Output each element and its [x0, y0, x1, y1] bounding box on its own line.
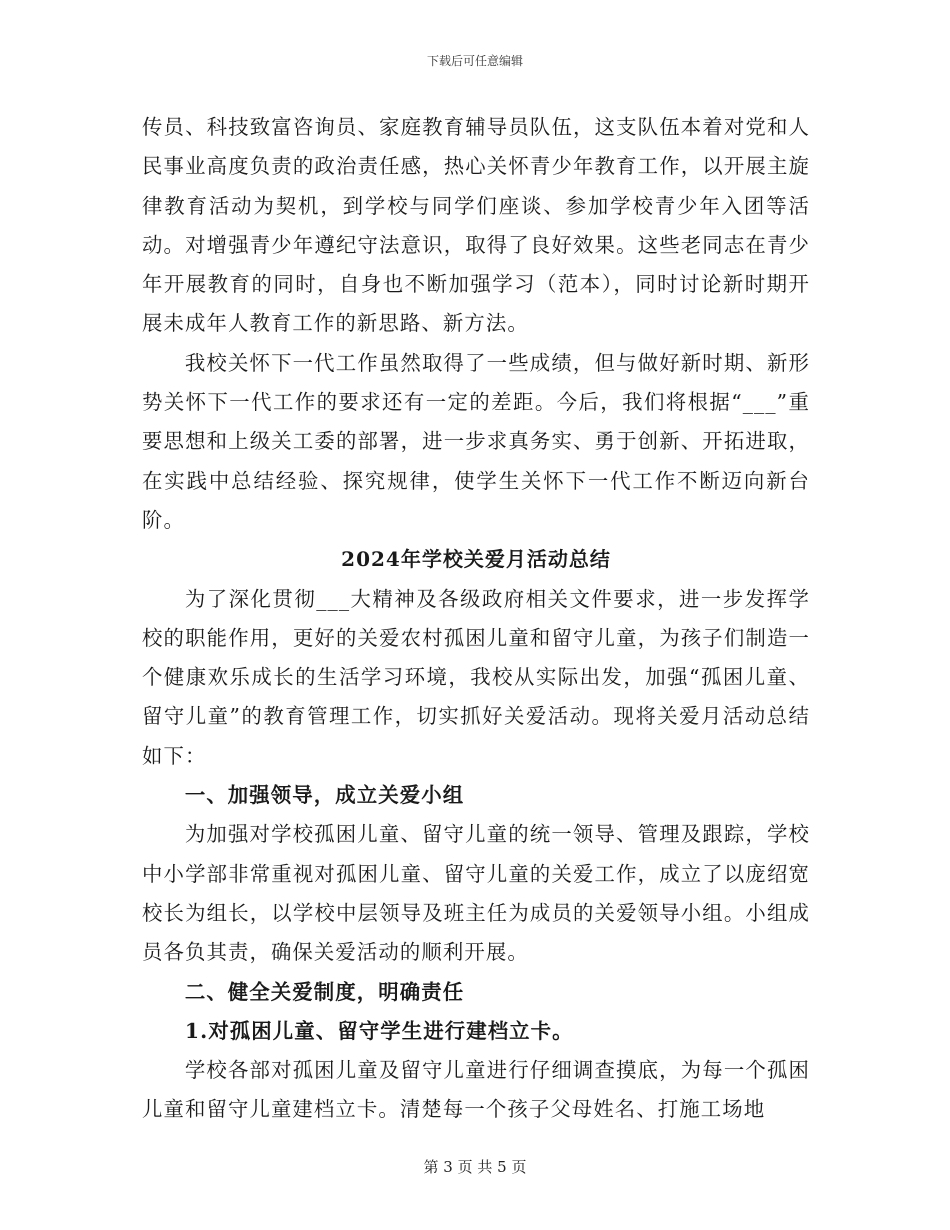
section-heading-1: 一、加强领导，成立关爱小组 — [184, 783, 465, 808]
subsection-heading-1: 1.对孤困儿童、留守学生进行建档立卡。 — [184, 1018, 574, 1043]
paragraph-intro: 为了深化贯彻___大精神及各级政府相关文件要求，进一步发挥学校的职能作用，更好的关爱农村孤困儿童和留守儿童，为孩子们制造一个健康欢乐成长的生活学习环境，我校从实际出发，加强“孤困儿童、留守儿童”的教育管理工作，切实抓好关爱活动。现将关爱月活动总结如下： — [142, 586, 810, 768]
paragraph-subsection-1: 学校各部对孤困儿童及留守儿童进行仔细调查摸底，为每一个孤困儿童和留守儿童建档立卡。清楚每一个孩子父母姓名、打施工场地 — [142, 1058, 810, 1122]
page-number: 第 3 页 共 5 页 — [423, 1158, 527, 1176]
paragraph-section-1: 为加强对学校孤困儿童、留守儿童的统一领导、管理及跟踪，学校中小学部非常重视对孤困儿童、留守儿童的关爱工作，成立了以庞绍宽校长为组长，以学校中层领导及班主任为成员的关爱领导小组。小组成员各负其责，确保关爱活动的顺利开展。 — [142, 822, 810, 965]
section-heading-2: 二、健全关爱制度，明确责任 — [184, 979, 465, 1004]
paragraph-continued: 传员、科技致富咨询员、家庭教育辅导员队伍，这支队伍本着对党和人民事业高度负责的政治责任感，热心关怀青少年教育工作，以开展主旋律教育活动为契机，到学校与同学们座谈、参加学校青少年入团等活动。对增强青少年遵纪守法意识，取得了良好效果。这些老同志在青少年开展教育的同时，自身也不断加强学习（范本），同时讨论新时期开展未成年人教育工作的新思路、新方法。 — [142, 115, 810, 336]
page-header: 下载后可任意编辑 — [426, 54, 523, 68]
document-body — [142, 108, 810, 1130]
paragraph-conclusion: 我校关怀下一代工作虽然取得了一些成绩，但与做好新时期、新形势关怀下一代工作的要求还有一定的差距。今后，我们将根据“___”重要思想和上级关工委的部署，进一步求真务实、勇于创新、开拓进取，在实践中总结经验、探究规律，使学生关怀下一代工作不断迈向新台阶。 — [142, 350, 810, 532]
document-title: 2024年学校关爱月活动总结 — [341, 547, 611, 572]
